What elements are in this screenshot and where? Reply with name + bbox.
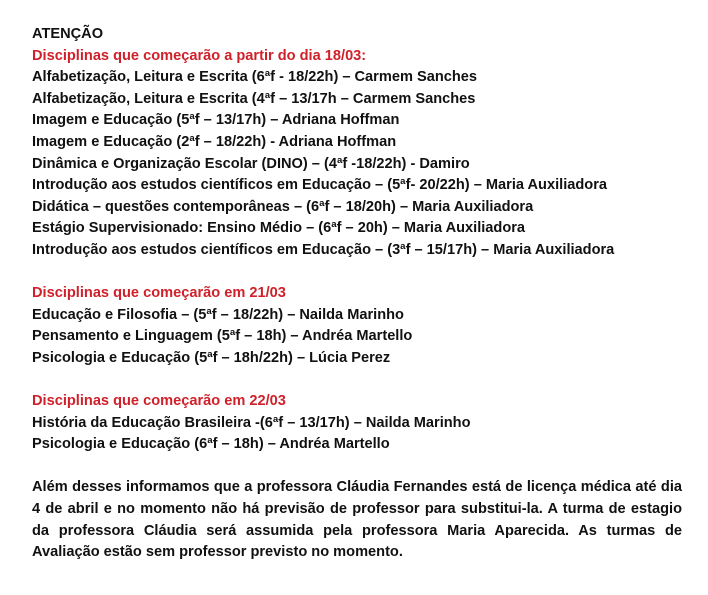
course-item: Psicologia e Educação (5ªf – 18h/22h) – Lúcia Perez <box>32 349 391 366</box>
course-item: Pensamento e Linguagem (5ªf – 18h) – Andréa Martello <box>32 328 413 345</box>
spacer <box>32 370 682 392</box>
notice-paragraph: Além desses informamos que a professora Cláudia Fernandes está de licença médica até dia 4 de abril e no momento não há previsão de professor para substitui-la. A turma de estagio da professora Cláudia será assumida pela professora Maria Aparecida. As turmas de Avaliação estão sem professor previsto no momento. <box>32 479 682 561</box>
section-21-03 <box>32 283 682 369</box>
course-item: Estágio Supervisionado: Ensino Médio – (6ªf – 20h) – Maria Auxiliadora <box>32 220 526 237</box>
course-item: Introdução aos estudos científicos em Educação – (3ªf – 15/17h) – Maria Auxiliadora <box>32 241 615 258</box>
course-item: Educação e Filosofia – (5ªf – 18/22h) – Nailda Marinho <box>32 306 404 323</box>
section-22-03 <box>32 391 682 456</box>
course-item: Alfabetização, Leitura e Escrita (6ªf - 18/22h) – Carmem Sanches <box>32 69 478 86</box>
section-heading: Disciplinas que começarão em 21/03 <box>32 285 286 302</box>
spacer <box>32 456 682 478</box>
notice-title: ATENÇÃO <box>32 26 104 42</box>
section-18-03 <box>32 46 682 262</box>
course-item: Introdução aos estudos científicos em Educação – (5ªf- 20/22h) – Maria Auxiliadora <box>32 177 607 194</box>
course-item: Imagem e Educação (2ªf – 18/22h) - Adriana Hoffman <box>32 133 397 150</box>
course-item: Alfabetização, Leitura e Escrita (4ªf – 13/17h – Carmem Sanches <box>32 90 476 107</box>
spacer <box>32 262 682 284</box>
course-item: Imagem e Educação (5ªf – 13/17h) – Adriana Hoffman <box>32 112 400 129</box>
course-item: Psicologia e Educação (6ªf – 18h) – Andréa Martello <box>32 436 390 453</box>
course-item: História da Educação Brasileira -(6ªf – 13/17h) – Nailda Marinho <box>32 414 471 431</box>
notice-document <box>32 24 682 564</box>
course-item: Didática – questões contemporâneas – (6ªf – 18/20h) – Maria Auxiliadora <box>32 198 534 215</box>
course-item: Dinâmica e Organização Escolar (DINO) – (4ªf -18/22h) - Damiro <box>32 155 470 172</box>
section-heading: Disciplinas que começarão a partir do dia 18/03: <box>32 47 367 64</box>
section-heading: Disciplinas que começarão em 22/03 <box>32 393 286 410</box>
